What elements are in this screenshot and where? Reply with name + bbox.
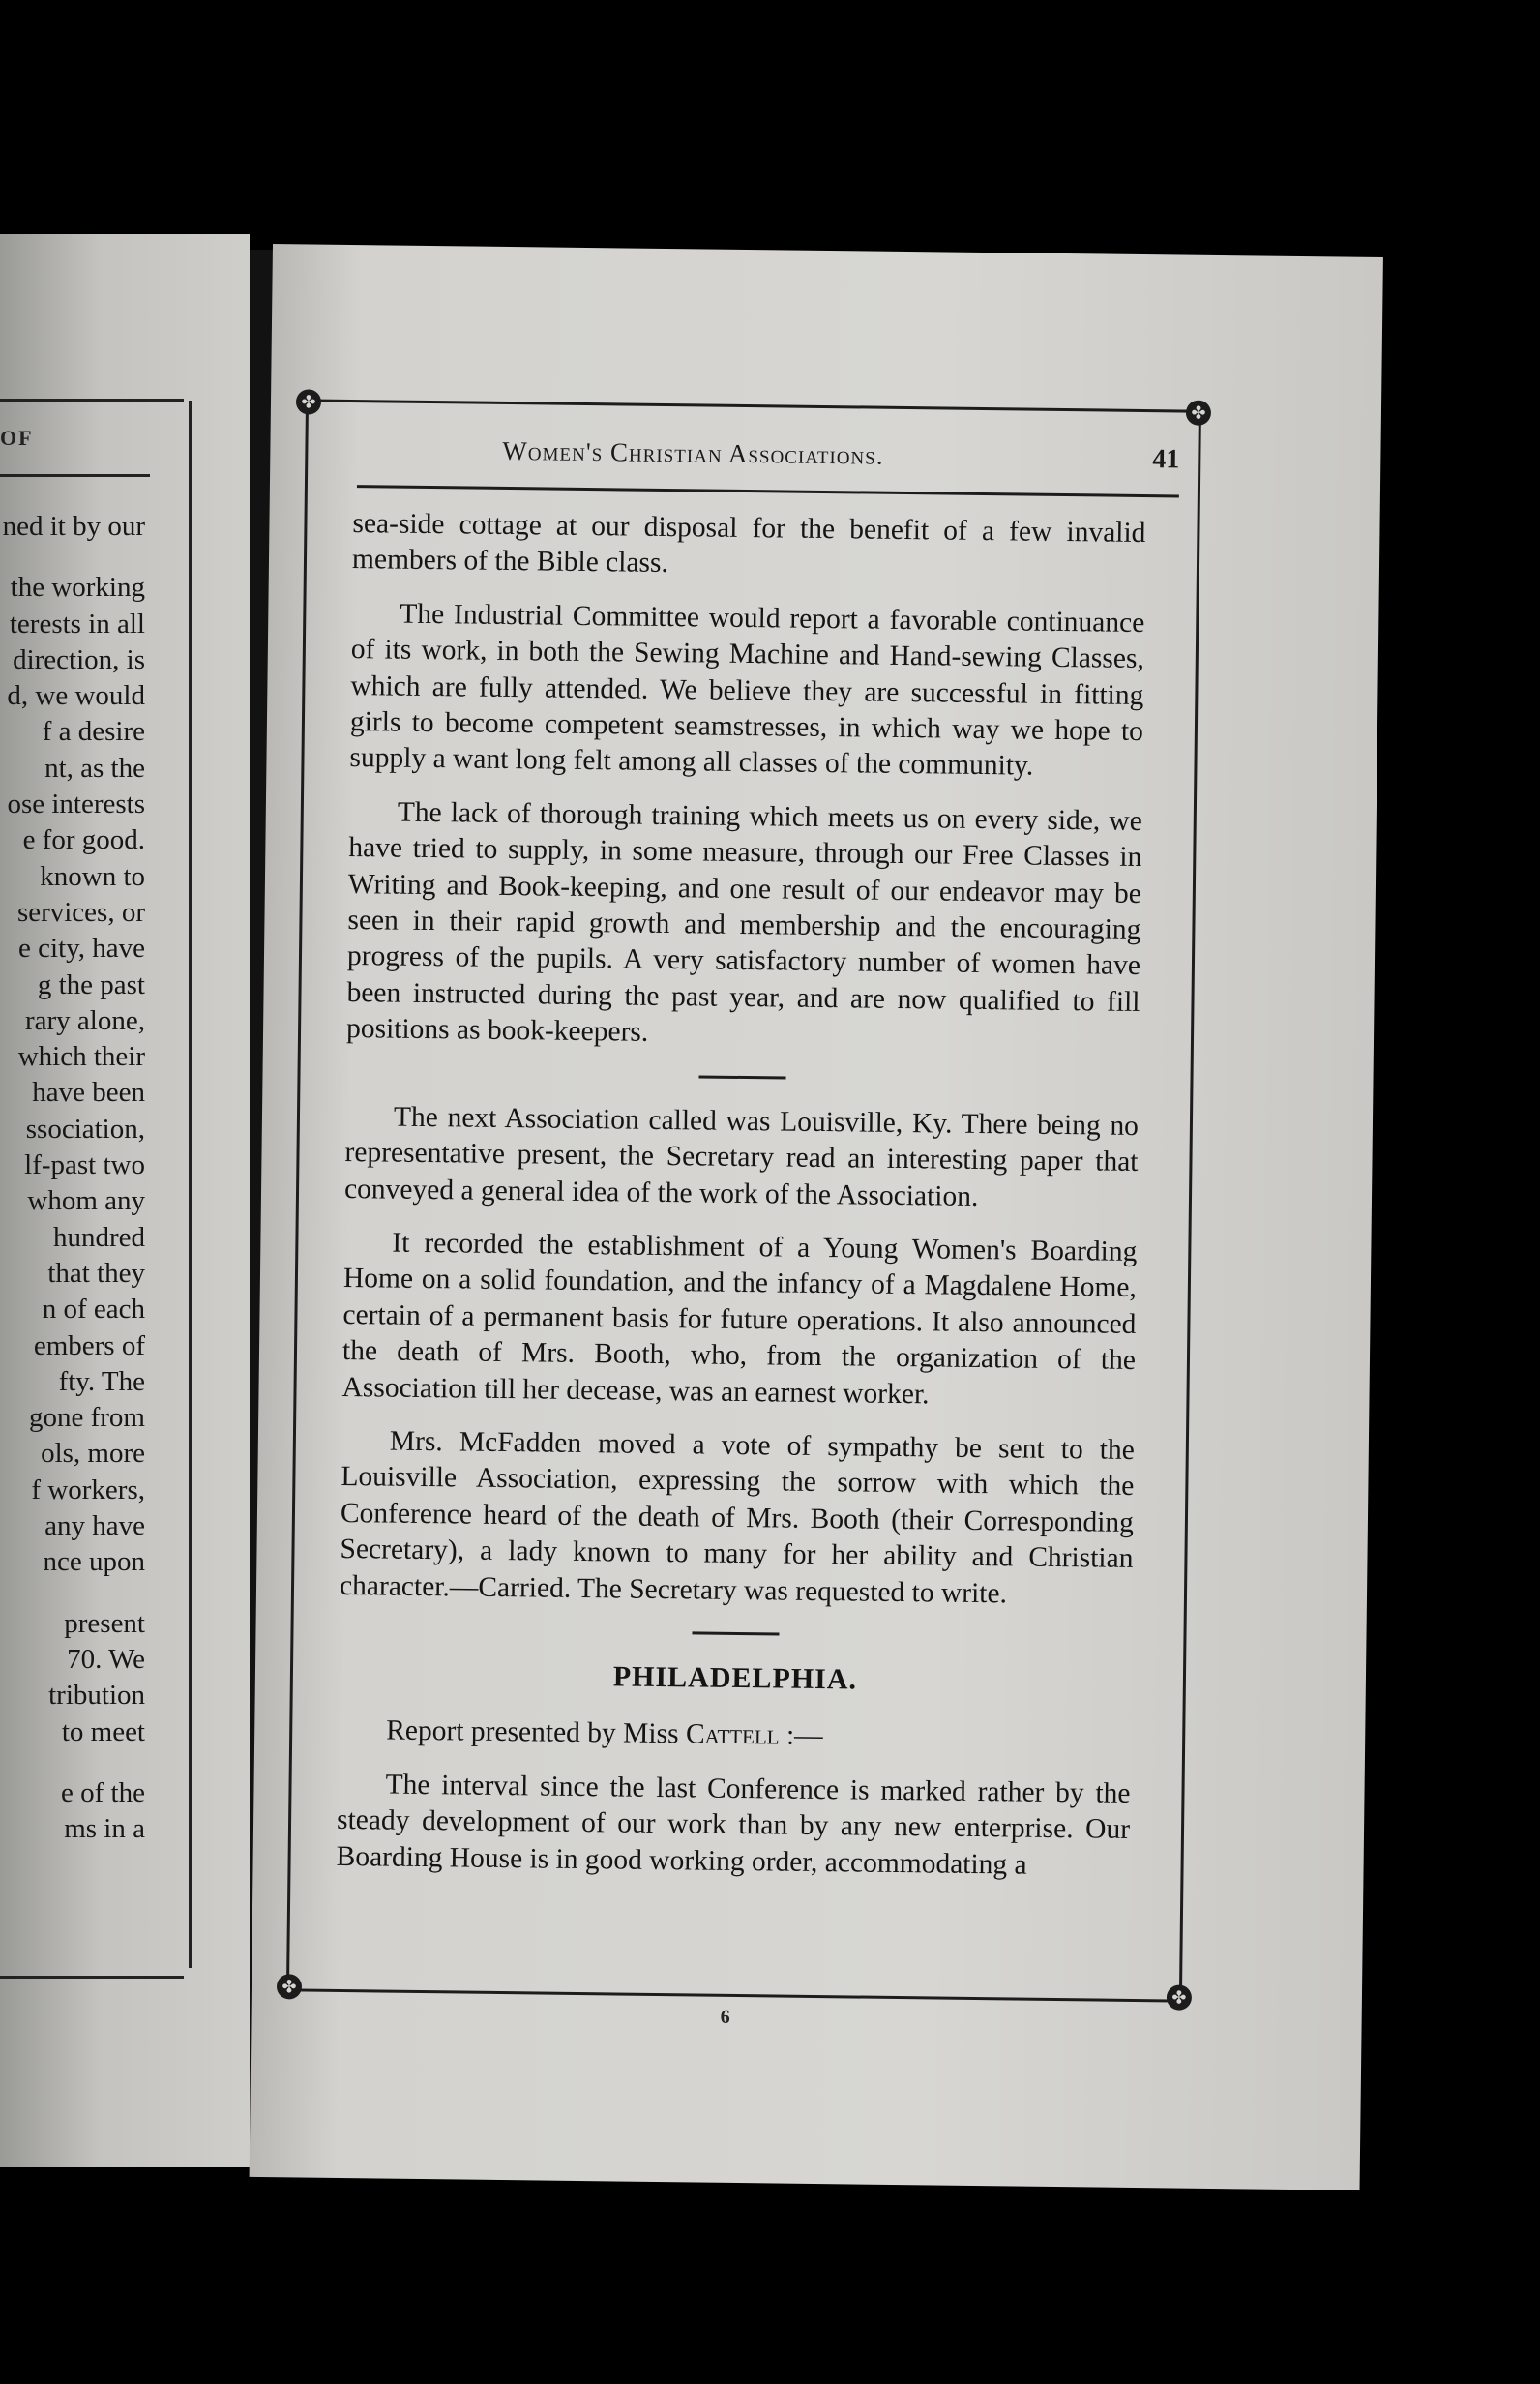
left-head-rule — [0, 474, 150, 477]
left-text-line: fty. The — [58, 1365, 145, 1397]
section-heading: PHILADELPHIA. — [612, 1660, 858, 1696]
left-text-line: present — [64, 1607, 145, 1639]
report-author-name: Cattell — [685, 1718, 780, 1751]
left-text-line: whom any — [27, 1185, 145, 1217]
corner-ornament-icon: ✤ — [1167, 1984, 1192, 2010]
left-text-line: 70. We — [67, 1643, 145, 1675]
corner-ornament-icon: ✤ — [277, 1974, 302, 1999]
left-running-head-fragment: OF — [0, 426, 34, 450]
left-text-line: ms in a — [64, 1813, 145, 1845]
left-text-line: f a desire — [42, 716, 145, 748]
paragraph: The lack of thorough training which meets us on every side, we have tried to supply, in some measure, through our Free Classes in Writing and Book-keeping, and one result of our endeavor may be seen in their rapid growth and membership and the encouraging progress of the pupils. A very satisfactory number of women have been instructed during the past year, and are now qualified to fill positions as book-keepers. — [345, 796, 1142, 1049]
left-text-line: n of each — [42, 1294, 145, 1326]
section-divider — [692, 1631, 779, 1635]
left-text-line — [3, 1750, 145, 1775]
left-text-line: ols, more — [41, 1438, 145, 1470]
left-text-line: ose interests — [7, 789, 145, 820]
left-text-line: services, or — [16, 896, 145, 928]
left-text-line: embers of — [33, 1329, 145, 1361]
left-page — [0, 234, 250, 2167]
right-page — [250, 244, 1383, 2190]
left-text-line: e of the — [61, 1776, 145, 1808]
left-text-line — [3, 545, 145, 570]
left-text-line: which their — [17, 1041, 145, 1073]
section-divider — [699, 1075, 786, 1079]
left-text-line: g the past — [37, 968, 145, 1000]
report-intro-line — [338, 1713, 1131, 1758]
paragraph: The Industrial Committee would report a favorable continuance of its work, in both the Sewing Machine and Hand-sewing Classes, which are fully attended. We believe they are successful in fitting girls to become competent seamstresses, in which way we hope to supply a want long felt among all classes of the community. — [349, 598, 1145, 783]
signature-mark: 6 — [720, 2006, 730, 2028]
paragraph: The next Association called was Louisville, Ky. There being no representative present, the Secretary read an interesting paper that conveyed a general idea of the work of the Association. — [343, 1101, 1140, 1212]
paragraph: It recorded the establishment of a Young Women's Boarding Home on a solid foundation, and the infancy of a Magdalene Home, certain of a permanent basis for future operations. It also announced the death of Mrs. Booth, who, from the organization of the Association till her decease, was an earnest worker. — [341, 1227, 1138, 1410]
left-text-line: f workers, — [31, 1474, 145, 1505]
left-text-line: nce upon — [43, 1546, 145, 1578]
left-text-line: ned it by our — [2, 511, 145, 542]
left-text-line: that they — [47, 1257, 145, 1289]
left-text-line: rary alone, — [25, 1004, 145, 1036]
left-page-text-lines — [3, 509, 145, 1847]
page-body — [336, 506, 1145, 1902]
paragraph: sea-side cottage at our disposal for the benefit of a few invalid members of the Bible class. — [351, 508, 1146, 580]
left-text-line: direction, is — [13, 643, 145, 675]
left-text-line: the working — [10, 572, 145, 604]
left-text-line: tribution — [48, 1680, 145, 1712]
report-intro-text: Report presented by Miss — [386, 1714, 679, 1750]
left-text-line: terests in all — [9, 608, 145, 640]
page-number: 41 — [1152, 444, 1180, 475]
corner-ornament-icon: ✤ — [296, 389, 321, 414]
left-text-line: gone from — [29, 1402, 145, 1434]
left-text-line: have been — [32, 1077, 145, 1109]
paragraph: The interval since the last Conference is marked rather by the steady development of our work than by any new enterprise. Our Boarding House is in good working order, accommodating a — [336, 1769, 1131, 1881]
paragraph: Mrs. McFadden moved a vote of sympathy be sent to the Louisville Association, expressing the sorrow with which the Conference heard of the death of Mrs. Booth (their Corresponding Secretary), a lady known to many for her ability and Christian character.—Carried. The Secretary was requested to write. — [339, 1425, 1136, 1609]
left-text-line: lf-past two — [24, 1149, 145, 1181]
left-text-line: known to — [40, 860, 145, 892]
running-head-title: Women's Christian Associations. — [502, 435, 884, 470]
left-frame-top-rule — [0, 399, 184, 402]
left-text-line: any have — [44, 1510, 145, 1542]
left-text-line: hundred — [52, 1221, 145, 1253]
report-intro-punct: :— — [779, 1719, 823, 1752]
corner-ornament-icon: ✤ — [1186, 401, 1211, 426]
left-text-line: d, we would — [7, 680, 145, 712]
left-text-line: ssociation, — [25, 1113, 145, 1145]
left-text-line: to meet — [61, 1715, 145, 1747]
left-text-line: e for good. — [22, 824, 145, 856]
left-text-line: nt, as the — [44, 752, 145, 784]
left-text-line: e city, have — [18, 933, 145, 965]
left-text-line — [3, 1581, 145, 1606]
left-frame-right-rule — [189, 401, 192, 1968]
left-frame-bottom-rule — [0, 1976, 184, 1979]
